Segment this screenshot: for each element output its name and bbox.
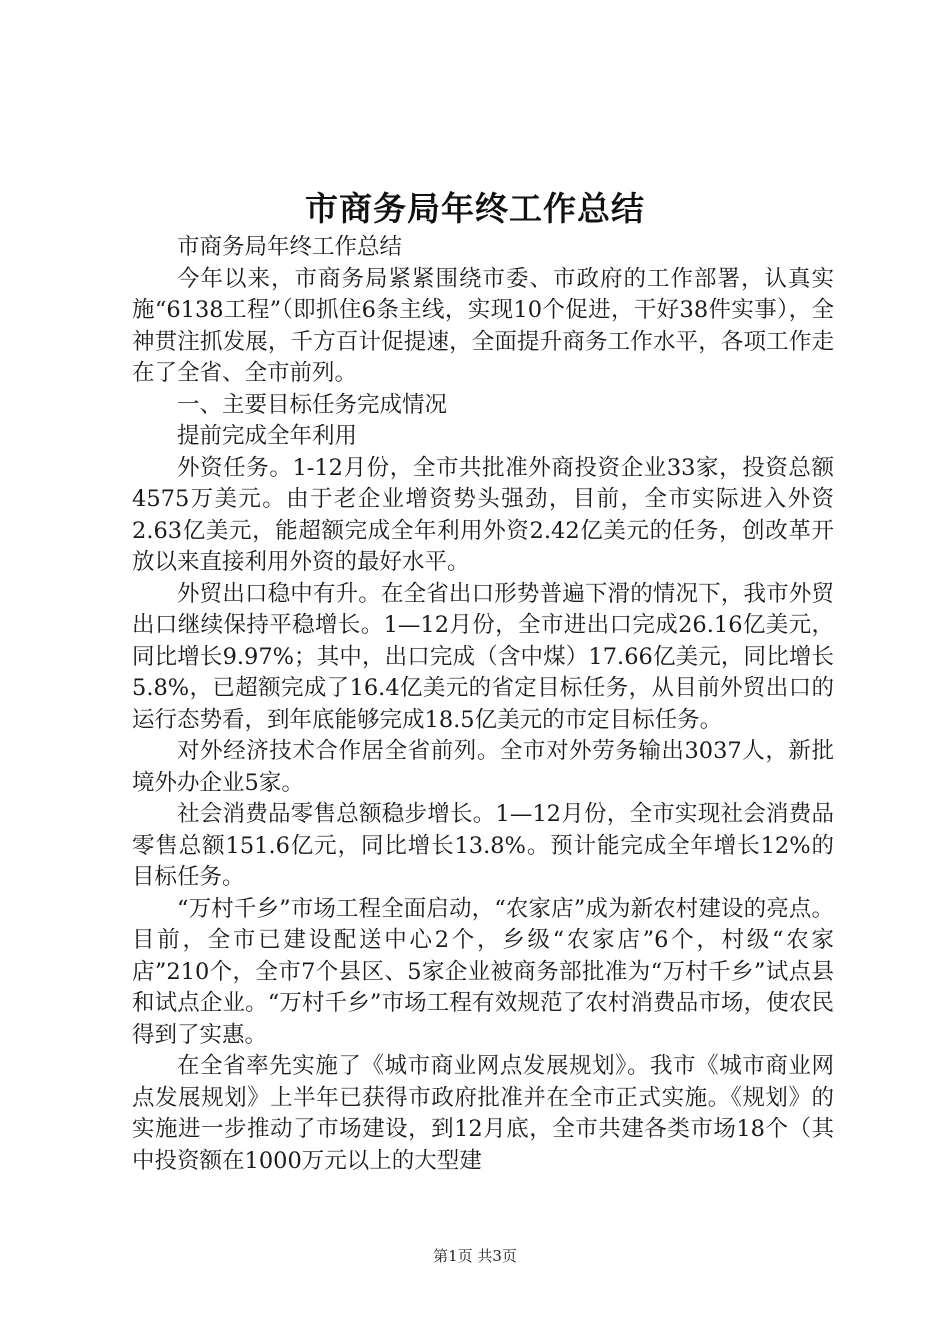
paragraph-foreign-investment: 外资任务。1-12月份，全市共批准外商投资企业33家，投资总额4575万美元。由于老企业增资势头强劲，目前，全市实际进入外资2.63亿美元，能超额完成全年利用外资2.42亿美元的任务，创改革开放以来直接利用外资的最好水平。: [132, 454, 834, 575]
paragraph-foreign-trade: 外贸出口稳中有升。在全省出口形势普遍下滑的情况下，我市外贸出口继续保持平稳增长。1—12月份，全市进出口完成26.16亿美元，同比增长9.97%；其中，出口完成（含中煤）17.66亿美元，同比增长5.8%，已超额完成了16.4亿美元的省定目标任务，从目前外贸出口的运行态势看，到年底能够完成18.5亿美元的市定目标任务。: [132, 580, 834, 733]
subheading: 提前完成全年利用: [177, 423, 358, 449]
paragraph-economic-cooperation: 对外经济技术合作居全省前列。全市对外劳务输出3037人，新批境外办企业5家。: [132, 738, 834, 796]
section-heading: 一、主要目标任务完成情况: [177, 391, 448, 418]
page-footer: 第1页 共3页: [433, 1247, 517, 1265]
document-title: 市商务局年终工作总结: [305, 189, 645, 228]
paragraph-retail-sales: 社会消费品零售总额稳步增长。1—12月份，全市实现社会消费品零售总额151.6亿元，同比增长13.8%。预计能完成全年增长12%的目标任务。: [132, 801, 834, 890]
paragraph-intro: 今年以来，市商务局紧紧围绕市委、市政府的工作部署，认真实施“6138工程”（即抓住6条主线，实现10个促进，干好38件实事），全神贯注抓发展，千方百计促提速，全面提升商务工作水平，各项工作走在了全省、全市前列。: [132, 265, 834, 386]
paragraph-commercial-plan: 在全省率先实施了《城市商业网点发展规划》。我市《城市商业网点发展规划》上半年已获得市政府批准并在全市正式实施。《规划》的实施进一步推动了市场建设，到12月底，全市共建各类市场18个（其中投资额在1000万元以上的大型建: [132, 1053, 834, 1174]
paragraph-heading-repeat: 市商务局年终工作总结: [177, 234, 403, 260]
document-body: [132, 232, 834, 1177]
paragraph-village-market: “万村千乡”市场工程全面启动，“农家店”成为新农村建设的亮点。目前，全市已建设配送中心2个，乡级“农家店”6个，村级“农家店”210个，全市7个县区、5家企业被商务部批准为“万村千乡”试点县和试点企业。“万村千乡”市场工程有效规范了农村消费品市场，使农民得到了实惠。: [132, 895, 834, 1048]
